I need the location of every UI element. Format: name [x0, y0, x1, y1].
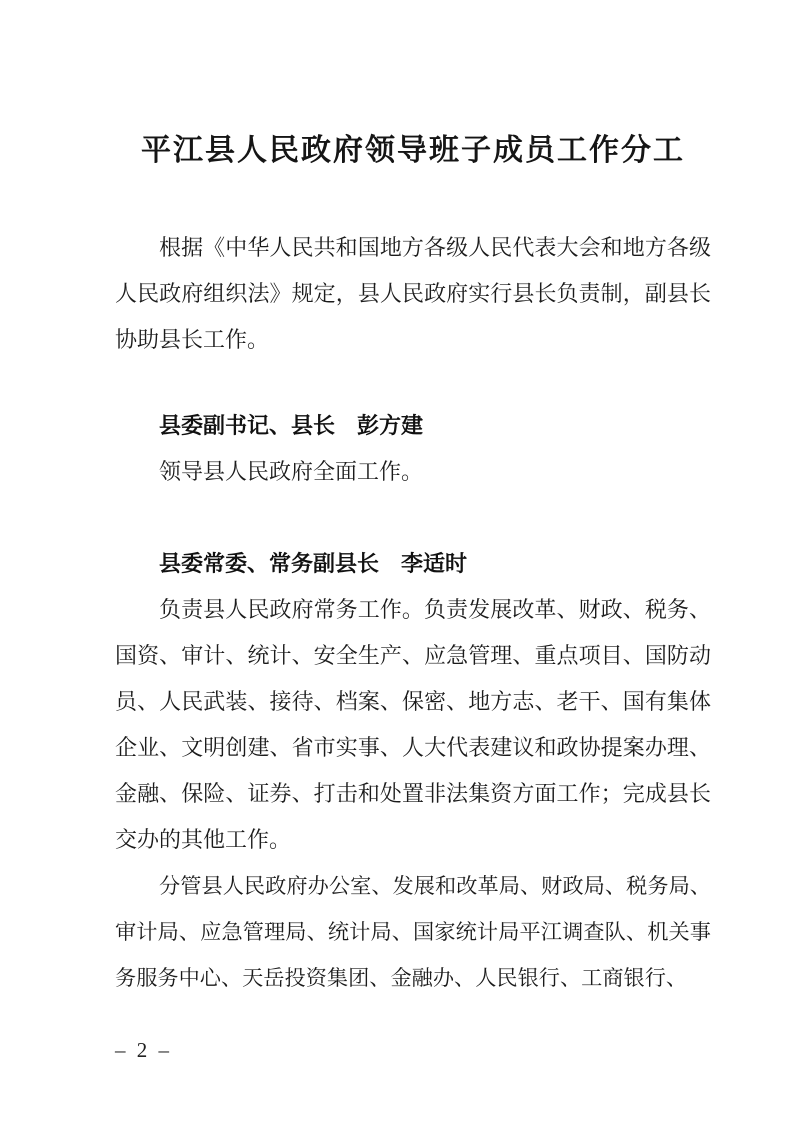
official-name: 李适时: [401, 551, 468, 576]
official-role: 县委常委、常务副县长: [159, 551, 380, 576]
duty-paragraph: 负责县人民政府常务工作。负责发展改革、财政、税务、国资、审计、统计、安全生产、应急管理、重点项目、国防动员、人民武装、接待、档案、保密、地方志、老干、国有集体企业、文明创建、省市实事、人大代表建议和政协提案办理、金融、保险、证券、打击和处置非法集资方面工作；完成县长交办的其他工作。: [115, 597, 711, 852]
document-title: 平江县人民政府领导班子成员工作分工: [141, 134, 685, 167]
duty-paragraph: 领导县人民政府全面工作。: [159, 459, 424, 484]
intro-paragraph: 根据《中华人民共和国地方各级人民代表大会和地方各级人民政府组织法》规定，县人民政府实行县长负责制，副县长协助县长工作。: [115, 235, 711, 352]
section-county-mayor: [115, 403, 711, 495]
official-name: 彭方建: [357, 413, 424, 438]
section-heading: [115, 403, 711, 449]
assignments-paragraph: 分管县人民政府办公室、发展和改革局、财政局、税务局、审计局、应急管理局、统计局、国家统计局平江调查队、机关事务服务中心、天岳投资集团、金融办、人民银行、工商银行、: [115, 874, 711, 990]
section-heading: [115, 541, 711, 587]
official-role: 县委副书记、县长: [159, 413, 336, 438]
page-number: – 2 –: [115, 1038, 172, 1062]
section-executive-deputy-mayor: [115, 541, 711, 1001]
